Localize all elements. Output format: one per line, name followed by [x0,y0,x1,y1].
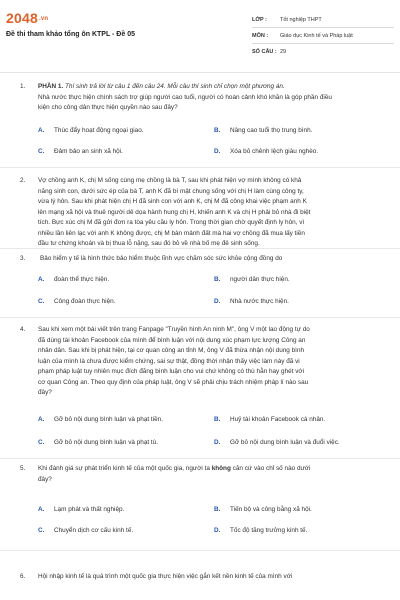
option-text: Gỡ bỏ nội dung bình luận và phạt tù. [54,439,159,446]
question-line: Sau khi xem một bài viết trên trang Fanpage "Truyền hình An ninh M", ông V một lao động tự do [38,326,310,333]
question-line: Hội nhập kinh tế là quá trình một quốc gia thực hiện việc gắn kết nền kinh tế của mình với [38,573,293,580]
question-line: cơ quan Công an. Theo quy định của pháp luật, ông V sẽ phải chịu trách nhiệm pháp lí nào sau [38,378,309,386]
question-line: vừa lý hôn. Sau khi phát hiện chị H đã sinh con với anh K, chị M đã công khai việc phạm anh K [38,198,307,205]
option-text: Chuyển dịch cơ cấu kinh tế. [54,527,134,534]
option-letter: C. [38,148,45,155]
option-text: đoàn thể thực hiện. [54,276,110,283]
option-c[interactable] [38,147,123,157]
option-text: Huỷ tài khoản Facebook cá nhân. [230,416,326,423]
question-line: căn cứ vào chỉ số nào dưới [230,465,311,472]
option-b[interactable] [214,505,312,515]
option-d[interactable] [214,147,318,157]
option-letter: D. [214,148,221,155]
meta-row-class [252,12,394,28]
option-text: Gỡ bỏ nội dung bình luận và phạt tiền. [54,416,164,423]
question-line: nhân dân. Sau khi bị phát hiện, tại cơ quan công an tỉnh M, ông V đã thừa nhận nội dung bình [38,347,305,354]
question-line: Vợ chồng anh K, chị M sống cùng mẹ chồng là bà T, sau khi phát hiện vợ mình không có khả [38,177,302,184]
option-text: Xóa bỏ chênh lệch giàu nghèo. [230,148,319,155]
question-line: phạm pháp luật tuy nhiên mục đích đăng bình luận cho vui chứ không có thù hằn hay ghét với [38,368,305,375]
option-a[interactable] [38,126,144,136]
option-c[interactable] [38,526,133,536]
option-a[interactable] [38,505,124,515]
meta-value: Tốt nghiệp THPT [280,16,322,23]
option-letter: B. [214,506,221,513]
site-logo[interactable] [6,10,48,26]
option-letter: A. [38,127,45,134]
question-line: lên mạng xã hội và thuê người dê dọa hành hung chị H, khiến anh K và chị H phải bỏ nhà đi biệt [38,208,311,216]
option-letter: B. [214,276,221,283]
question-separator [0,458,400,459]
option-c[interactable] [38,438,158,448]
option-a[interactable] [38,415,163,425]
question-number: 6. [20,573,26,580]
question-separator [0,550,400,551]
option-text: người dân thực hiện. [230,276,290,283]
question-text [38,464,393,485]
option-b[interactable] [214,126,312,136]
header-divider [0,72,400,73]
question-number: 5. [20,465,26,472]
question-line: đã dùng tài khoản Facebook của mình để bình luận với nội dung xúc phạm lực lượng Công an [38,336,306,344]
meta-value: 29 [280,48,287,55]
question-separator [0,167,400,168]
meta-key: LỚP : [252,16,267,23]
option-d[interactable] [214,297,289,307]
question-emphasis: không [211,465,231,472]
meta-row-subject [252,28,394,44]
question-line: luận của mình là chưa được kiểm chứng, sai sự thật, đồng thời nhận thấy việc làm này đã vi [38,357,300,365]
option-c[interactable] [38,297,115,307]
question-text [38,325,393,399]
option-text: Tốc độ tăng trưởng kinh tế. [230,527,308,534]
option-letter: D. [214,298,221,305]
meta-row-count [252,44,394,59]
option-text: Gỡ bỏ nội dung bình luận và đuổi việc. [230,439,340,446]
option-b[interactable] [214,275,290,285]
question-number: 2. [20,177,26,184]
question-separator [0,317,400,318]
meta-key: SỐ CÂU : [252,48,277,55]
option-text: Tiến bộ và công bằng xã hội. [230,506,312,513]
question-line: năng sinh con, dưới sức ép của bà T, anh K đã bí mật chung sống với chị H làm cùng công ty, [38,187,304,195]
meta-key: MÔN : [252,32,269,39]
option-text: Nâng cao tuổi thọ trung bình. [230,127,313,134]
option-a[interactable] [38,275,109,285]
option-d[interactable] [214,526,307,536]
option-text: Lạm phát và thất nghiệp. [54,506,125,513]
option-text: Công đoàn thực hiện. [54,298,116,305]
option-letter: B. [214,416,221,423]
question-text [38,82,393,114]
option-letter: D. [214,439,221,446]
option-letter: A. [38,276,45,283]
option-letter: C. [38,298,45,305]
question-line: đây? [38,389,52,396]
question-number: 1. [20,83,26,90]
option-letter: A. [38,506,45,513]
header [0,0,400,72]
question-line: Nhà nước thực hiện chính sách trợ giúp người cao tuổi, người có hoàn cảnh khó khăn là góp phần điều [38,93,332,101]
option-text: Thúc đẩy hoạt động ngoại giao. [54,127,144,134]
option-letter: B. [214,127,221,134]
exam-meta-table [252,12,394,59]
question-separator [0,248,400,249]
option-letter: C. [38,439,45,446]
question-line: tích. Bực xúc chị M đã gửi đơn ra tòa yêu cầu ly hôn. Trong thời gian chờ quyết định ly hôn, vì [38,219,305,226]
question-line: Bảo hiểm y tế là hình thức bảo hiểm thuộc lĩnh vực chăm sóc sức khỏe cộng đồng do [40,255,283,262]
part-instruction: Thí sinh trả lời từ câu 1 đến câu 24. Mỗi câu thí sinh chỉ chọn một phương án. [65,83,285,90]
logo-text: 2048 [6,10,38,26]
question-number: 4. [20,326,26,333]
question-line: nhiều lần liên lạc với anh K không được, chị M bàn mảnh đất mà hai vợ chồng đã mua lấy tiền [38,229,305,237]
question-line: đầu tư chứng khoán và bị thua lỗ nặng, sau đó bỏ về nhà bố mẹ đẻ sinh sống. [38,240,260,247]
option-text: Nhà nước thực hiện. [230,298,289,305]
question-number: 3. [20,255,26,262]
question-line: Khi đánh giá sự phát triển kinh tế của một quốc gia, người ta [38,465,212,472]
option-b[interactable] [214,415,325,425]
question-line: kiện cho công dân thực hiện quyền nào sau đây? [38,104,178,111]
option-d[interactable] [214,438,340,448]
question-text [38,176,393,250]
option-letter: D. [214,527,221,534]
option-letter: C. [38,527,45,534]
option-letter: A. [38,416,45,423]
option-text: Đảm bảo an sinh xã hội. [54,148,123,155]
question-line: đây? [38,475,52,483]
logo-tld: .vn [38,16,49,23]
part-label: PHẦN 1. [38,83,64,90]
question-text [38,572,393,583]
document-title: Đề thi tham khảo tổng ôn KTPL - Đề 05 [6,31,135,38]
meta-value: Giáo dục Kinh tế và Pháp luật [280,32,353,39]
question-text [40,254,395,265]
